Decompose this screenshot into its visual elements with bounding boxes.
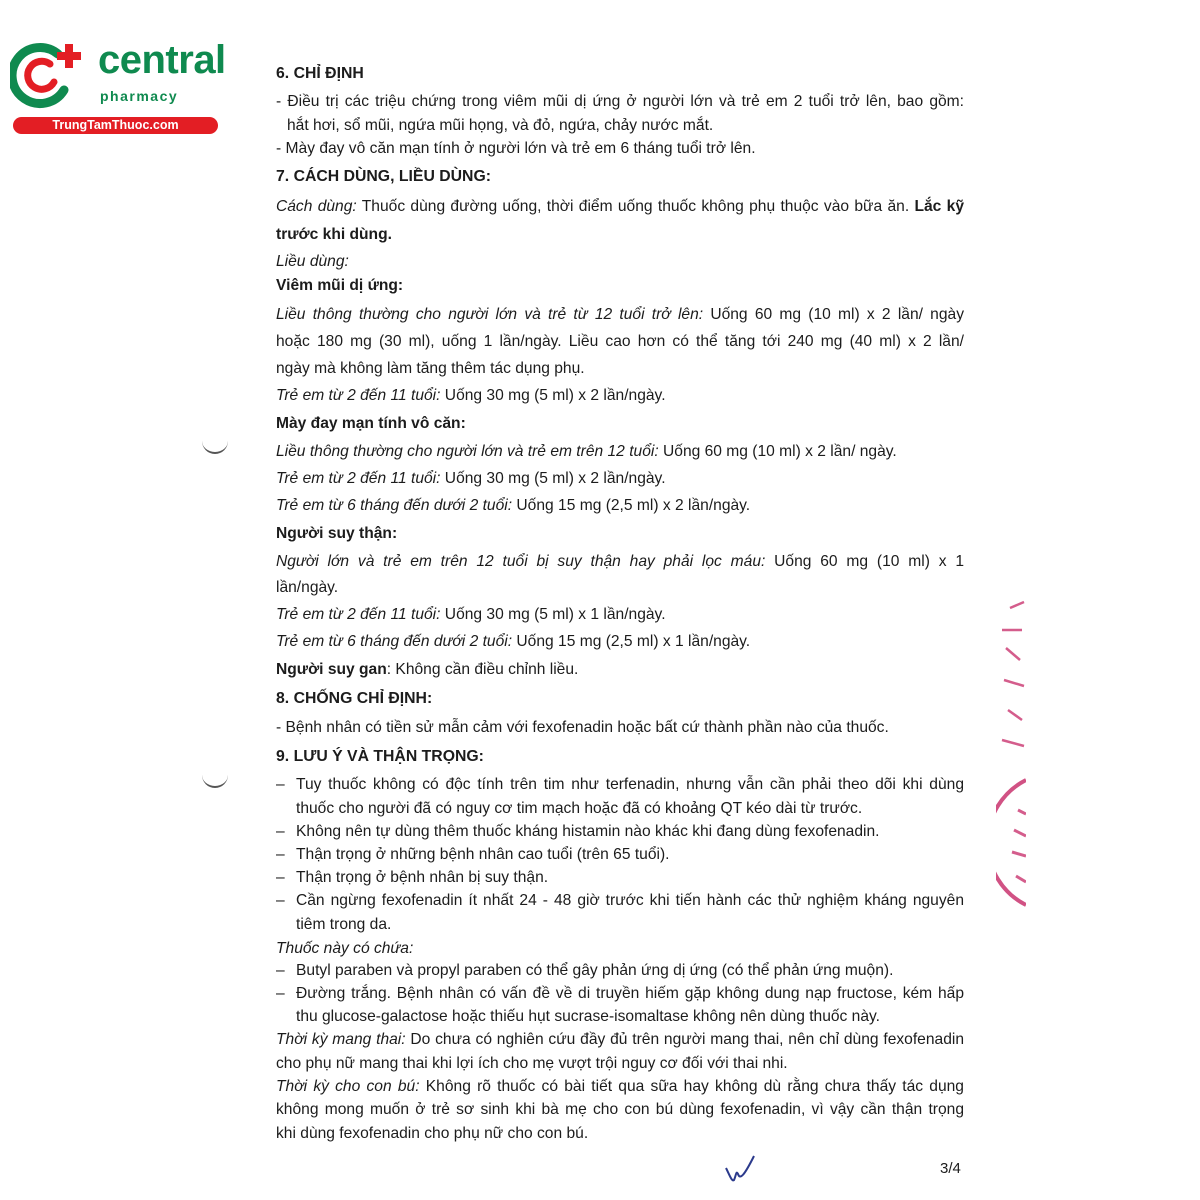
dosage-label: Trẻ em từ 2 đến 11 tuổi: bbox=[276, 387, 441, 404]
dosage-text: Uống 60 mg (10 ml) x 1 bbox=[765, 553, 964, 570]
contains-label: Thuốc này có chứa: bbox=[276, 940, 414, 957]
section-9-title: 9. LƯU Ý VÀ THẬN TRỌNG: bbox=[276, 748, 484, 765]
urticaria-heading: Mày đay mạn tính vô căn: bbox=[276, 415, 466, 432]
dosage-label: Người lớn và trẻ em trên 12 tuổi bị suy thận hay phải lọc máu: bbox=[276, 553, 766, 570]
punch-hole-mark bbox=[202, 438, 228, 454]
allergic-rhinitis-heading: Viêm mũi dị ứng: bbox=[276, 277, 404, 294]
breastfeeding-label: Thời kỳ cho con bú: bbox=[276, 1078, 420, 1095]
dosage-label: Liều dùng: bbox=[276, 253, 349, 270]
usage-bold-cont: trước khi dùng. bbox=[276, 226, 392, 243]
precaution-item: – Không nên tự dùng thêm thuốc kháng histamin nào khác khi đang dùng fexofenadin. bbox=[276, 823, 880, 840]
dosage-line: lần/ngày. bbox=[276, 579, 339, 596]
punch-hole-mark bbox=[202, 772, 228, 788]
dosage-line: ngày mà không làm tăng thêm tác dụng phụ. bbox=[276, 360, 585, 377]
pregnancy-line: cho phụ nữ mang thai khi lợi ích cho mẹ vượt trội nguy cơ đối với thai nhi. bbox=[276, 1055, 788, 1072]
dash-marker: – bbox=[276, 892, 285, 909]
dash-marker: – bbox=[276, 869, 285, 886]
dosage-text: Uống 15 mg (2,5 ml) x 1 lần/ngày. bbox=[512, 633, 751, 650]
hepatic-label: Người suy gan bbox=[276, 661, 387, 678]
dosage-line bbox=[276, 470, 964, 488]
dosage-text: Uống 30 mg (5 ml) x 1 lần/ngày. bbox=[440, 606, 666, 623]
page-number: 3/4 bbox=[940, 1160, 961, 1177]
indication-line: - Mày đay vô căn mạn tính ở người lớn và trẻ em 6 tháng tuổi trở lên. bbox=[276, 140, 756, 157]
precaution-item: – Cần ngừng fexofenadin ít nhất 24 - 48 giờ trước khi tiến hành các thử nghiệm kháng nguyên bbox=[276, 892, 964, 909]
indication-line: - Điều trị các triệu chứng trong viêm mũi dị ứng ở người lớn và trẻ em 2 tuổi trở lên, bao gồm: bbox=[276, 93, 964, 110]
hepatic-text: : Không cần điều chỉnh liều. bbox=[386, 661, 579, 678]
pregnancy-label: Thời kỳ mang thai: bbox=[276, 1031, 406, 1048]
precaution-item-cont: thuốc cho người đã có nguy cơ tim mạch hoặc đã có khoảng QT kéo dài từ trước. bbox=[296, 800, 863, 817]
dosage-label: Trẻ em từ 2 đến 11 tuổi: bbox=[276, 470, 441, 487]
dosage-line bbox=[276, 553, 964, 571]
excipient-item: – Đường trắng. Bệnh nhân có vấn đề về di truyền hiếm gặp không dung nạp fructose, kém hấp bbox=[276, 985, 964, 1002]
breastfeeding-line: không mong muốn ở trẻ sơ sinh khi bà mẹ cho con bú dùng fexofenadin, vì vậy cần thận trọng bbox=[276, 1101, 964, 1118]
central-pharmacy-logo bbox=[10, 36, 226, 136]
dosage-text: Uống 30 mg (5 ml) x 2 lần/ngày. bbox=[440, 470, 666, 487]
dosage-line bbox=[276, 443, 964, 461]
signature-mark bbox=[722, 1152, 758, 1186]
brand-name: central bbox=[98, 38, 226, 82]
dosage-label: Trẻ em từ 2 đến 11 tuổi: bbox=[276, 606, 441, 623]
excipient-item-cont: thu glucose-galactose hoặc thiếu hụt sucrase-isomaltase không nên dùng thuốc này. bbox=[296, 1008, 880, 1025]
dash-marker: – bbox=[276, 846, 285, 863]
brand-subtitle: pharmacy bbox=[100, 88, 179, 104]
pharmacy-logo-icon bbox=[10, 40, 88, 110]
dosage-line bbox=[276, 306, 964, 324]
dosage-text: Uống 60 mg (10 ml) x 2 lần/ ngày. bbox=[658, 443, 897, 460]
dash-marker: – bbox=[276, 823, 285, 840]
dosage-label: Trẻ em từ 6 tháng đến dưới 2 tuổi: bbox=[276, 633, 513, 650]
dosage-line bbox=[276, 633, 964, 651]
hepatic-line bbox=[276, 661, 964, 679]
breastfeeding-line: khi dùng fexofenadin cho phụ nữ cho con bú. bbox=[276, 1125, 589, 1142]
usage-line bbox=[276, 198, 964, 216]
indication-line: hắt hơi, sổ mũi, ngứa mũi họng, và đỏ, ngứa, chảy nước mắt. bbox=[287, 117, 714, 134]
precaution-item-cont: tiêm trong da. bbox=[296, 916, 392, 933]
dosage-label: Trẻ em từ 6 tháng đến dưới 2 tuổi: bbox=[276, 497, 513, 514]
usage-text: Thuốc dùng đường uống, thời điểm uống thuốc không phụ thuộc vào bữa ăn. bbox=[356, 198, 915, 215]
renal-heading: Người suy thận: bbox=[276, 525, 398, 542]
dosage-line bbox=[276, 497, 964, 515]
precaution-item: – Thận trọng ở những bệnh nhân cao tuổi (trên 65 tuổi). bbox=[276, 846, 670, 863]
dash-marker: – bbox=[276, 962, 285, 979]
dosage-text: Uống 60 mg (10 ml) x 2 lần/ ngày bbox=[703, 306, 964, 323]
excipient-item: – Butyl paraben và propyl paraben có thể gây phản ứng dị ứng (có thể phản ứng muộn). bbox=[276, 962, 894, 979]
section-8-title: 8. CHỐNG CHỈ ĐỊNH: bbox=[276, 690, 433, 707]
usage-label: Cách dùng: bbox=[276, 198, 357, 215]
dosage-label: Liều thông thường cho người lớn và trẻ từ 12 tuổi trở lên: bbox=[276, 306, 704, 323]
dosage-text: Uống 15 mg (2,5 ml) x 2 lần/ngày. bbox=[512, 497, 751, 514]
breastfeeding-line: Thời kỳ cho con bú: Không rõ thuốc có bài tiết qua sữa hay không dù rằng chưa thấy tác dụng bbox=[276, 1078, 964, 1095]
usage-bold: Lắc kỹ bbox=[914, 198, 964, 215]
dosage-label: Liều thông thường cho người lớn và trẻ em trên 12 tuổi: bbox=[276, 443, 659, 460]
dosage-line bbox=[276, 606, 964, 624]
dash-marker: – bbox=[276, 985, 285, 1002]
dosage-line bbox=[276, 387, 964, 405]
pregnancy-line: Thời kỳ mang thai: Do chưa có nghiên cứu đầy đủ trên người mang thai, nên chỉ dùng fexofenadin bbox=[276, 1031, 964, 1048]
precaution-item: – Tuy thuốc không có độc tính trên tim như terfenadin, nhưng vẫn cần phải theo dõi khi dùng bbox=[276, 776, 964, 793]
contraindication-line: - Bệnh nhân có tiền sử mẫn cảm với fexofenadin hoặc bất cứ thành phần nào của thuốc. bbox=[276, 719, 889, 736]
section-7-title: 7. CÁCH DÙNG, LIỀU DÙNG: bbox=[276, 168, 492, 185]
dosage-line: hoặc 180 mg (30 ml), uống 1 lần/ngày. Liều cao hơn có thể tăng tới 240 mg (40 ml) x 2 lần/ bbox=[276, 333, 964, 350]
section-6-title: 6. CHỈ ĐỊNH bbox=[276, 65, 364, 82]
dash-marker: – bbox=[276, 776, 285, 793]
precaution-item: – Thận trọng ở bệnh nhân bị suy thận. bbox=[276, 869, 549, 886]
stamp-fragment bbox=[996, 600, 1026, 920]
dosage-text: Uống 30 mg (5 ml) x 2 lần/ngày. bbox=[440, 387, 666, 404]
brand-url: TrungTamThuoc.com bbox=[13, 117, 218, 134]
